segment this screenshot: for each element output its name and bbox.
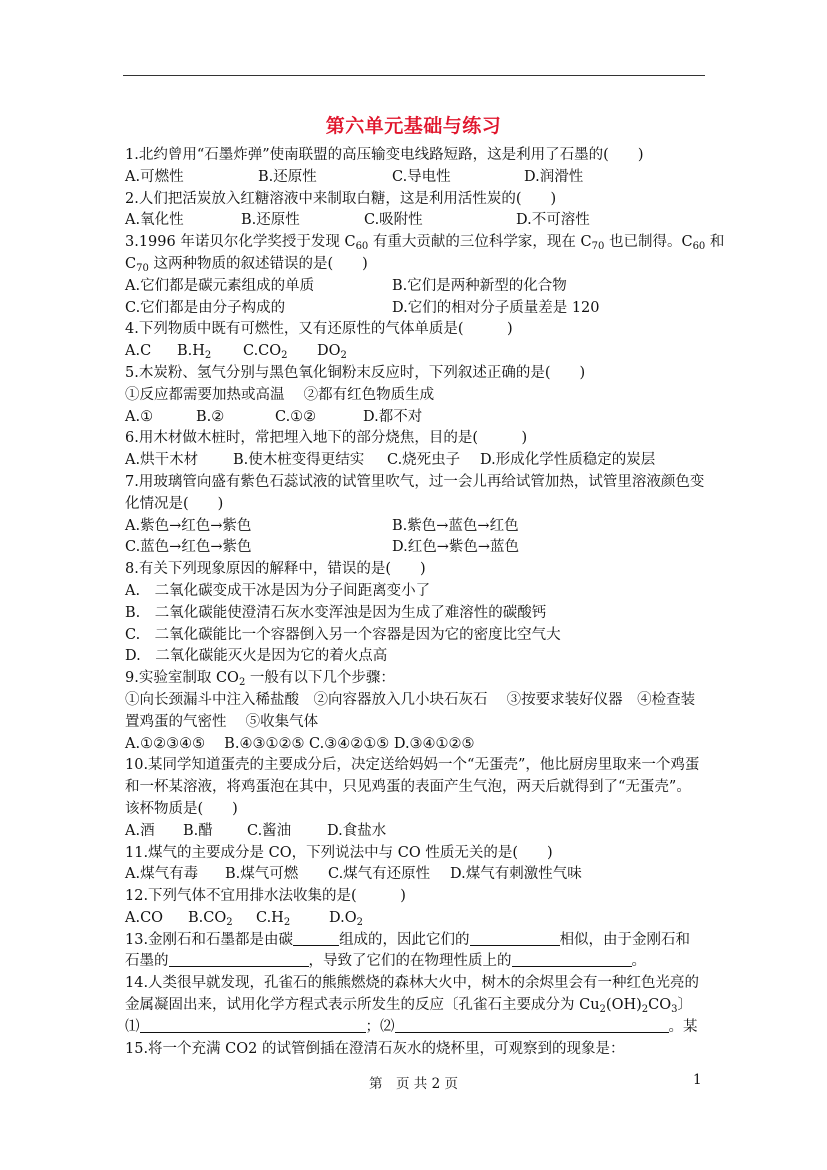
q13-text: ，导致了它们的在物理性质上的 — [308, 953, 512, 970]
q3-sub: 60 — [692, 241, 706, 253]
page-indicator: 第 页 共 2 页 — [369, 1076, 458, 1092]
q9-options: A.①②③④⑤ B.④③①②⑤ C.③④②①⑤ D.③④①②⑤ — [125, 735, 475, 752]
q5-items: ①反应都需要加热或高温 ②都有红色物质生成 — [125, 386, 435, 403]
q7-option-c: C.蓝色→红色→紫色 — [125, 539, 252, 556]
q10-stem-line2: 和一杯某溶液，将鸡蛋泡在其中，只见鸡蛋的表面产生气泡，两天后就得到了“无蛋壳”。 — [125, 779, 691, 796]
q5-option-a: A.① — [125, 408, 154, 425]
q1-option-a: A.可燃性 — [125, 168, 184, 185]
q14-sub: 3 — [671, 1004, 678, 1016]
q12-sub: 2 — [226, 916, 233, 928]
q1-option-c: C.导电性 — [392, 168, 451, 185]
q2-option-c: C.吸附性 — [364, 212, 423, 229]
q13-text: 13.金刚石和石墨都是由碳 — [125, 931, 294, 948]
q9-text: 一般有以下几个步骤： — [245, 670, 395, 687]
q11-stem: 11.煤气的主要成分是 CO，下列说法中与 CO 性质无关的是( ) — [125, 844, 553, 861]
q15-stem: 15.将一个充满 CO2 的试管倒插在澄清石灰水的烧杯里，可观察到的现象是： — [125, 1040, 625, 1057]
q13-blank-1[interactable] — [293, 930, 339, 946]
q6-option-c: C.烧死虫子 — [387, 452, 461, 469]
q3-text: 有重大贡献的三位科学家，现在 C — [368, 234, 592, 251]
q4-text: DO — [317, 343, 341, 360]
q8-option-d: D. 二氧化碳能灭火是因为它的着火点高 — [125, 648, 388, 665]
q12-options — [125, 908, 710, 930]
q14-label-1: ⑴ — [125, 1018, 140, 1035]
q7-option-d: D.红色→紫色→蓝色 — [392, 539, 520, 556]
page-title: 第六单元基础与练习 — [325, 115, 502, 137]
q2-options — [125, 210, 710, 232]
q8-stem: 8.有关下列现象原因的解释中，错误的是( ) — [125, 561, 426, 578]
q14-text: CO — [648, 997, 672, 1014]
q9-items-line1: ①向长颈漏斗中注入稀盐酸 ②向容器放入几小块石灰石 ③按要求装好仪器 ④检查装 — [125, 691, 696, 708]
q14-text: 〕 — [677, 997, 693, 1014]
q7-option-a: A.紫色→红色→紫色 — [125, 517, 252, 534]
q7-stem-line2: 化情况是( ) — [125, 495, 224, 512]
q14-sub: 2 — [599, 1004, 606, 1016]
q10-stem-line1: 10.某同学知道蛋壳的主要成分后，决定送给妈妈一个“无蛋壳”，他比厨房里取来一个鸡蛋 — [125, 757, 700, 774]
q4-option-a: A.C — [125, 343, 152, 360]
q3-text: 和 — [705, 234, 725, 251]
q9-stem — [125, 668, 710, 690]
exercise-body — [125, 145, 725, 1060]
q3-option-a: A.它们都是碳元素组成的单质 — [125, 277, 315, 294]
q1-option-b: B.还原性 — [258, 168, 317, 185]
q3-sub: 70 — [136, 262, 149, 274]
q3-sub: 70 — [591, 241, 605, 253]
q2-stem: 2.人们把活炭放入红糖溶液中来制取白糖，这是利用活性炭的( ) — [125, 190, 557, 207]
q4-sub: 2 — [281, 350, 288, 362]
q3-options-row1 — [125, 276, 710, 298]
q8-option-a: A. 二氧化碳变成干冰是因为分子间距离变小了 — [125, 582, 431, 599]
q12-option-d — [329, 908, 363, 930]
page-number: 1 — [693, 1072, 702, 1088]
q3-option-b: B.它们是两种新型的化合物 — [392, 277, 567, 294]
q6-option-d: D.形成化学性质稳定的炭层 — [480, 452, 656, 469]
q12-sub: 2 — [356, 916, 363, 928]
q10-option-a: A.酒 — [125, 822, 155, 839]
q12-sub: 2 — [283, 916, 291, 928]
q7-options-row1 — [125, 516, 710, 538]
q14-text: 金属凝固出来，试用化学方程式表示所发生的反应〔孔雀石主要成分为 Cu — [125, 997, 600, 1014]
q6-options — [125, 450, 710, 472]
q12-option-a: A.CO — [125, 909, 164, 926]
q8-option-c: C. 二氧化碳能比一个容器倒入另一个容器是因为它的密度比空气大 — [125, 626, 561, 643]
q3-text: 也已制得。C — [604, 234, 693, 251]
q4-sub: 2 — [340, 350, 347, 362]
q9-sub: 2 — [238, 677, 246, 689]
q4-stem: 4.下列物质中既有可燃性，又有还原性的气体单质是( ) — [125, 321, 513, 338]
q14-text: (OH) — [605, 997, 642, 1014]
q13-blank-3[interactable] — [169, 951, 309, 967]
q13-line1 — [125, 930, 710, 952]
q4-text: C.CO — [243, 343, 282, 360]
q13-text: 组成的，因此它们的 — [339, 931, 470, 948]
q3-option-c: C.它们都是由分子构成的 — [125, 299, 286, 316]
q8-option-b: B. 二氧化碳能使澄清石灰水变浑浊是因为生成了难溶性的碳酸钙 — [125, 604, 547, 621]
q10-option-c: C.酱油 — [247, 822, 292, 839]
q11-option-a: A.煤气有毒 — [125, 866, 199, 883]
q14-label-2: ；⑵ — [365, 1018, 395, 1035]
q14-blank-2[interactable] — [395, 1017, 669, 1033]
q4-option-b — [177, 341, 211, 363]
q14-text: 。某 — [668, 1018, 698, 1035]
q5-options — [125, 407, 710, 429]
q9-items-line2: 置鸡蛋的气密性 ⑤收集气体 — [125, 713, 319, 730]
q3-options-row2 — [125, 298, 710, 320]
q7-option-b: B.紫色→蓝色→红色 — [392, 517, 519, 534]
q3-stem-line1 — [125, 232, 725, 254]
q12-text: C.H — [256, 909, 284, 926]
q5-stem: 5.木炭粉、氢气分别与黑色氧化铜粉末反应时，下列叙述正确的是( ) — [125, 364, 586, 381]
q3-sub: 60 — [355, 241, 369, 253]
q7-options-row2 — [125, 537, 710, 559]
q4-options — [125, 341, 710, 363]
q13-text: 。 — [631, 953, 646, 970]
q14-answer-line — [125, 1017, 710, 1039]
q12-text: D.O — [329, 909, 357, 926]
q13-line2 — [125, 951, 710, 973]
q4-sub: 2 — [204, 350, 212, 362]
q6-option-b: B.使木桩变得更结实 — [233, 452, 365, 469]
q14-stem-line1: 14.人类很早就发现，孔雀石的熊熊燃烧的森林大火中，树木的余烬里会有一种红色光亮的 — [125, 975, 700, 992]
q3-text: 3.1996 年诺贝尔化学奖授于发现 C — [125, 234, 356, 251]
q7-stem-line1: 7.用玻璃管向盛有紫色石蕊试液的试管里吹气，过一会儿再给试管加热，试管里溶液颜色变 — [125, 473, 705, 490]
q4-option-d — [317, 341, 347, 363]
q3-text: 这两种物质的叙述错误的是( ) — [148, 255, 368, 272]
q6-option-a: A.烘干木材 — [125, 452, 199, 469]
q13-blank-4[interactable] — [512, 951, 632, 967]
q10-stem-line3: 该杯物质是( ) — [125, 800, 238, 817]
q4-option-c — [243, 341, 288, 363]
q11-option-d: D.煤气有刺激性气味 — [450, 866, 582, 883]
q6-stem: 6.用木材做木桩时，常把埋入地下的部分烧焦，目的是( ) — [125, 430, 528, 447]
q1-options — [125, 167, 710, 189]
q12-option-c — [256, 908, 290, 930]
q2-option-b: B.还原性 — [241, 212, 300, 229]
q14-blank-1[interactable] — [140, 1017, 366, 1033]
q5-option-d: D.都不对 — [363, 408, 423, 425]
q1-stem: 1.北约曾用“石墨炸弹”使南联盟的高压输变电线路短路，这是利用了石墨的( ) — [125, 147, 644, 163]
q9-text: 9.实验室制取 CO — [125, 670, 239, 687]
q12-stem: 12.下列气体不宜用排水法收集的是( ) — [125, 888, 406, 905]
q5-option-c: C.①② — [275, 408, 317, 425]
q10-options — [125, 821, 710, 843]
q4-text: B.H — [177, 343, 205, 360]
q11-option-b: B.煤气可燃 — [225, 866, 299, 883]
q3-text: C — [125, 255, 137, 272]
q5-option-b: B.② — [196, 408, 225, 425]
q2-option-d: D.不可溶性 — [516, 212, 590, 229]
q12-text: B.CO — [188, 909, 227, 926]
q13-text: 石墨的 — [125, 953, 169, 970]
q11-option-c: C.煤气有还原性 — [328, 866, 431, 883]
q10-option-d: D.食盐水 — [327, 822, 387, 839]
q1-option-d: D.润滑性 — [524, 168, 584, 185]
q13-blank-2[interactable] — [470, 930, 560, 946]
q2-option-a: A.氧化性 — [125, 212, 184, 229]
q13-text: 相似，由于金刚石和 — [559, 931, 691, 948]
q3-stem-line2 — [125, 254, 710, 276]
q3-option-d: D.它们的相对分子质量差是 120 — [392, 299, 600, 316]
q10-option-b: B.醋 — [183, 822, 213, 839]
q14-stem-line2 — [125, 995, 710, 1017]
q12-option-b — [188, 908, 233, 930]
q14-sub: 2 — [641, 1004, 649, 1016]
q11-options — [125, 864, 710, 886]
header-rule — [123, 75, 705, 76]
